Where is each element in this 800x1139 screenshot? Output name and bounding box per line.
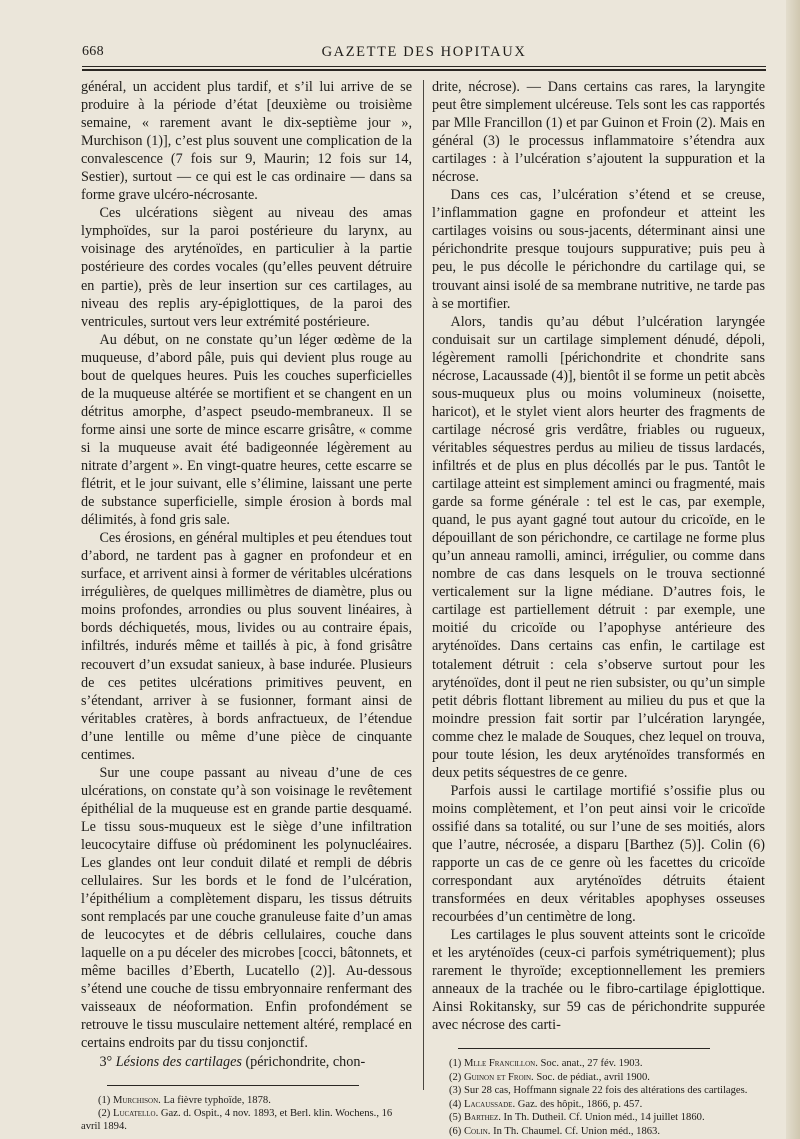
footnote: (2) Guinon et Froin. Soc. de pédiat., avril 1900. xyxy=(448,1071,650,1083)
page-header xyxy=(82,44,766,64)
paragraph: Parfois aussi le cartilage mortifié s’ossifie plus ou moins complètement, et l’on peut ainsi voir le cricoïde ossifié dans sa totalité, ou sur l’une de ses moitiés, alors que l’autre, nécrosée, a disparu [Barthez (5)]. Colin (6) rapporte un cas de ce genre où les facettes du cricoïde correspondant aux aryténoïdes détruits étaient transformées en deux véritables apophyses osseuses recourbées d’un centimètre de long. xyxy=(432,782,765,926)
footnote: (2) Lucatello. Gaz. d. Ospit., 4 nov. 1893, et Berl. klin. Wochens., 16 avril 1894. xyxy=(81,1107,393,1133)
paragraph: Ces ulcérations siègent au niveau des amas lymphoïdes, sur la paroi postérieure du larynx, au voisinage des aryténoïdes, en particulier à la partie postérieure des cordes vocales (qu’elles peuvent détruire en partie), près de leur insertion sur ces cartilages, au niveau des replis ary-épiglottiques, de la paroi des ventricules, surtout vers leur extrémité postérieure. xyxy=(81,205,412,330)
section-title: Lésions des cartilages xyxy=(115,1053,242,1070)
paragraph: drite, nécrose). — Dans certains cas rares, la laryngite peut être simplement ulcéreuse. Tels sont les cas rapportés par Mlle Francillon (1) et par Guinon et Froin (2). Mais en général (3) le processus inflammatoire s’étendra aux cartilages : à l’ulcération s’ajoutent la suppuration et la nécrose. xyxy=(432,79,765,186)
section-paragraph xyxy=(81,1053,412,1071)
paragraph: Alors, tandis qu’au début l’ulcération laryngée conduisait sur un cartilage simplement dénudé, dépoli, légèrement ramolli [périchondrite et chondrite sans nécrose, Lacaussade (4)], bientôt il se forme un petit abcès sous-muqueux plus ou moins volumineux (noisette, haricot), et le stylet vient alors heurter des fragments de cartilage nécrosé gris verdâtre, friables ou rugueux, véritables séquestres perdus au milieu de tissus lardacés, infiltrés et de plus en plus décollés par le pus. Tantôt le cartilage atteint est simplement aminci ou fragmenté, mais garde sa forme générale : tel est le cas, par exemple, quand, le pus ayant gagné tout autour du cricoïde, en le dépouillant de son périchondre, ce cartilage ne forme plus qu’un anneau ramolli, aminci, irrégulier, ou comme dans nombre de cas dans lesquels on le trouva sectionné verticalement sur la ligne médiane. D’autres fois, le cartilage est partiellement détruit : par exemple, une moitié du cricoïde ou l’apophyse antérieure des aryténoïdes. Dans certains cas enfin, le cartilage est totalement détruit : cela s’observe surtout pour les aryténoïdes, dont il peut ne rien subsister, ou qu’un simple petit débris flottant librement au milieu du pus et que la moindre pression fait sortir par l’ulcération laryngée, comme chez le malade de Souques, chez lequel on trouva, pour toute lésion, les deux aryténoïdes transformés en deux petits séquestres de ce genre. xyxy=(432,313,765,781)
footnotes-right xyxy=(432,1048,765,1137)
column-divider xyxy=(423,80,424,1090)
paragraph: Sur une coupe passant au niveau d’une de ces ulcérations, on constate qu’à son voisinage le revêtement épithélial de la muqueuse est en grande partie desquamé. Le tissu sous-muqueux est le siège d’une infiltration leucocytaire diffuse où prédominent les polynucléaires. Les glandes ont leur conduit dilaté et rempli de débris cellulaires. Sur les bords et le fond de l’ulcération, l’épithélium a complètement disparu, les tissus détruits sont remplacés par une couche granuleuse faite d’un amas de leucocytes et de débris cellulaires, couche dans laquelle on a pu déceler des microbes [cocci, bâtonnets, et même bacilles d’Eberth, Lucatello (2)]. Au-dessous s’étend une couche de tissu embryonnaire renfermant des vaisseaux de néoformation. Enfin profondément se retrouve le tissu musculaire nettement altéré, remplacé en certains endroits par du tissu conjonctif. xyxy=(81,764,412,1052)
footnote-rule xyxy=(107,1085,359,1086)
page-edge-shadow xyxy=(786,0,800,1139)
header-rule-thin xyxy=(82,66,766,67)
journal-title: GAZETTE DES HOPITAUX xyxy=(321,44,527,60)
header-rule-thick xyxy=(82,69,766,71)
footnote: (1) Mlle Francillon. Soc. anat., 27 fév. 1903. xyxy=(448,1058,643,1070)
page-number: 668 xyxy=(82,44,104,59)
footnote: (1) Murchison. La fièvre typhoïde, 1878. xyxy=(97,1094,271,1106)
section-number: 3° xyxy=(99,1053,116,1070)
paragraph: Ces érosions, en général multiples et peu étendues tout d’abord, ne tardent pas à gagner en profondeur et en surface, et arrivent ainsi à former de véritables ulcérations irrégulières, de quelques millimètres de diamètre, plus ou moins profondes, arrondies ou plus souvent linéaires, à bords déchiquetés, mous, livides ou au contraire épais, infiltrés, indurés même et taillés à pic, à fond grisâtre recouvert d’un exsudat sanieux, à base indurée. Plusieurs de ces petites ulcérations primitives peuvent, en s’étendant, arriver à se fusionner, formant ainsi de véritables cratères, à bords anfractueux, de l’étendue d’une lentille ou même d’une pièce de cinquante centimes. xyxy=(81,530,412,763)
paragraph: Les cartilages le plus souvent atteints sont le cricoïde et les aryténoïdes (ceux-ci parfois symétriquement); plus rarement le thyroïde; exceptionnellement les premiers anneaux de la trachée ou le fibro-cartilage épiglottique. Ainsi Rokitansky, sur 59 cas de périchondrite suppurée avec nécrose des carti- xyxy=(432,927,765,1034)
footnote: (4) Lacaussade. Gaz. des hôpit., 1866, p. 457. xyxy=(448,1098,643,1110)
footnotes-left xyxy=(81,1085,412,1134)
paragraph: Dans ces cas, l’ulcération s’étend et se creuse, l’inflammation gagne en profondeur et atteint les cartilages voisins ou sous-jacents, déterminant ainsi une périchondrite presque toujours suppurative; puis peu à peu, le pus décolle le périchondre du cartilage qui, se trouvant ainsi isolé de sa membrane nutritive, ne tarde pas à se mortifier. xyxy=(432,187,765,312)
footnote: (3) Sur 28 cas, Hoffmann signale 22 fois des altérations des cartilages. xyxy=(448,1085,748,1097)
paragraph: général, un accident plus tardif, et s’il lui arrive de se produire à la période d’état [deuxième ou troisième semaine, « rarement avant le dix-septième jour », Murchison (1)], c’est plus souvent une complication de la convalescence (7 fois sur 9, Maurin; 12 fois sur 14, Sestier), surtout — ce qui est le cas ordinaire — dans sa forme grave ulcéro-nécrosante. xyxy=(81,79,412,204)
left-column xyxy=(81,78,412,1134)
footnote: (5) Barthez. In Th. Dutheil. Cf. Union méd., 14 juillet 1860. xyxy=(448,1112,705,1124)
right-column xyxy=(432,78,765,1138)
footnote: (6) Colin. In Th. Chaumel. Cf. Union méd., 1863. xyxy=(448,1125,660,1137)
section-text: (périchondrite, chon- xyxy=(241,1053,366,1070)
footnote-rule xyxy=(458,1048,710,1049)
paragraph: Au début, on ne constate qu’un léger œdème de la muqueuse, d’abord pâle, puis qui devient plus rouge au bout de quelques heures. Puis les couches superficielles de la muqueuse altérée se mortifient et se changent en un détritus amorphe, d’aspect pseudo-membraneux. Il se forme ainsi une sorte de mince escarre grisâtre, « comme si la muqueuse avait été badigeonnée légèrement au nitrate d’argent ». En vingt-quatre heures, cette escarre se flétrit, et le jour suivant, elle s’élimine, laissant une perte de substance superficielle, simple érosion à bords mal délimités, à fond gris sale. xyxy=(81,331,412,529)
